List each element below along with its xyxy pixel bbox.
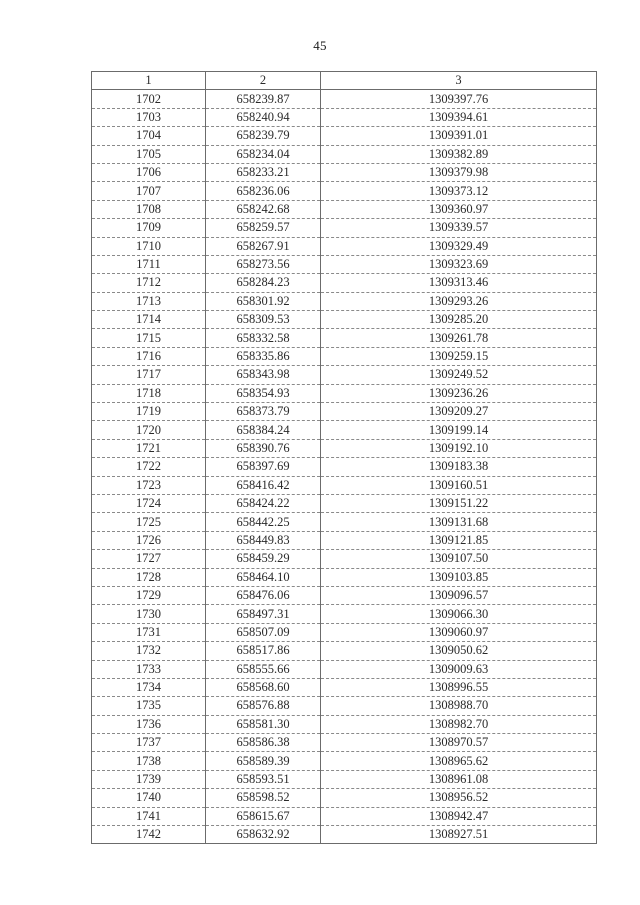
x-coordinate-cell: 658284.23	[206, 274, 321, 292]
table-row	[92, 274, 597, 292]
y-coordinate-cell: 1309391.01	[321, 127, 597, 145]
y-coordinate-cell: 1308996.55	[321, 678, 597, 696]
table-row	[92, 439, 597, 457]
y-coordinate-cell: 1309313.46	[321, 274, 597, 292]
table-row	[92, 384, 597, 402]
x-coordinate-cell: 658555.66	[206, 660, 321, 678]
table-row	[92, 715, 597, 733]
x-coordinate-cell: 658309.53	[206, 311, 321, 329]
point-number-cell: 1723	[92, 476, 206, 494]
y-coordinate-cell: 1309131.68	[321, 513, 597, 531]
x-coordinate-cell: 658234.04	[206, 145, 321, 163]
table-row	[92, 734, 597, 752]
table-row	[92, 219, 597, 237]
point-number-cell: 1739	[92, 770, 206, 788]
y-coordinate-cell: 1309323.69	[321, 255, 597, 273]
coordinates-table	[91, 71, 597, 844]
page-number: 45	[313, 38, 327, 53]
x-coordinate-cell: 658267.91	[206, 237, 321, 255]
point-number-cell: 1715	[92, 329, 206, 347]
y-coordinate-cell: 1309107.50	[321, 550, 597, 568]
y-coordinate-cell: 1309382.89	[321, 145, 597, 163]
y-coordinate-cell: 1309096.57	[321, 586, 597, 604]
y-coordinate-cell: 1308927.51	[321, 826, 597, 844]
y-coordinate-cell: 1308961.08	[321, 770, 597, 788]
x-coordinate-cell: 658568.60	[206, 678, 321, 696]
y-coordinate-cell: 1309209.27	[321, 403, 597, 421]
table-row	[92, 403, 597, 421]
table-row	[92, 311, 597, 329]
x-coordinate-cell: 658464.10	[206, 568, 321, 586]
point-number-cell: 1727	[92, 550, 206, 568]
y-coordinate-cell: 1309160.51	[321, 476, 597, 494]
y-coordinate-cell: 1308988.70	[321, 697, 597, 715]
point-number-cell: 1725	[92, 513, 206, 531]
x-coordinate-cell: 658335.86	[206, 347, 321, 365]
point-number-cell: 1721	[92, 439, 206, 457]
x-coordinate-cell: 658332.58	[206, 329, 321, 347]
y-coordinate-cell: 1309285.20	[321, 311, 597, 329]
x-coordinate-cell: 658632.92	[206, 826, 321, 844]
x-coordinate-cell: 658507.09	[206, 623, 321, 641]
table-row	[92, 255, 597, 273]
table-row	[92, 531, 597, 549]
point-number-cell: 1712	[92, 274, 206, 292]
x-coordinate-cell: 658576.88	[206, 697, 321, 715]
table-row	[92, 366, 597, 384]
x-coordinate-cell: 658517.86	[206, 642, 321, 660]
point-number-cell: 1742	[92, 826, 206, 844]
x-coordinate-cell: 658442.25	[206, 513, 321, 531]
table-row	[92, 237, 597, 255]
x-coordinate-cell: 658598.52	[206, 789, 321, 807]
table-row	[92, 421, 597, 439]
table-row	[92, 752, 597, 770]
y-coordinate-cell: 1309293.26	[321, 292, 597, 310]
y-coordinate-cell: 1309103.85	[321, 568, 597, 586]
x-coordinate-cell: 658397.69	[206, 458, 321, 476]
column-header-3: 3	[321, 72, 597, 90]
y-coordinate-cell: 1309329.49	[321, 237, 597, 255]
table-row	[92, 476, 597, 494]
y-coordinate-cell: 1309249.52	[321, 366, 597, 384]
point-number-cell: 1730	[92, 605, 206, 623]
point-number-cell: 1719	[92, 403, 206, 421]
x-coordinate-cell: 658273.56	[206, 255, 321, 273]
point-number-cell: 1735	[92, 697, 206, 715]
x-coordinate-cell: 658240.94	[206, 108, 321, 126]
y-coordinate-cell: 1308970.57	[321, 734, 597, 752]
table-row	[92, 770, 597, 788]
table-row	[92, 826, 597, 844]
point-number-cell: 1737	[92, 734, 206, 752]
x-coordinate-cell: 658581.30	[206, 715, 321, 733]
point-number-cell: 1706	[92, 163, 206, 181]
point-number-cell: 1720	[92, 421, 206, 439]
x-coordinate-cell: 658239.79	[206, 127, 321, 145]
y-coordinate-cell: 1309066.30	[321, 605, 597, 623]
x-coordinate-cell: 658301.92	[206, 292, 321, 310]
y-coordinate-cell: 1309151.22	[321, 494, 597, 512]
point-number-cell: 1728	[92, 568, 206, 586]
y-coordinate-cell: 1309394.61	[321, 108, 597, 126]
point-number-cell: 1734	[92, 678, 206, 696]
x-coordinate-cell: 658449.83	[206, 531, 321, 549]
x-coordinate-cell: 658476.06	[206, 586, 321, 604]
table-header	[92, 72, 597, 90]
table-row	[92, 458, 597, 476]
table-row	[92, 163, 597, 181]
point-number-cell: 1714	[92, 311, 206, 329]
x-coordinate-cell: 658459.29	[206, 550, 321, 568]
x-coordinate-cell: 658615.67	[206, 807, 321, 825]
x-coordinate-cell: 658390.76	[206, 439, 321, 457]
table-row	[92, 145, 597, 163]
point-number-cell: 1726	[92, 531, 206, 549]
table-row	[92, 182, 597, 200]
point-number-cell: 1713	[92, 292, 206, 310]
y-coordinate-cell: 1309121.85	[321, 531, 597, 549]
x-coordinate-cell: 658593.51	[206, 770, 321, 788]
y-coordinate-cell: 1309373.12	[321, 182, 597, 200]
column-header-2: 2	[206, 72, 321, 90]
y-coordinate-cell: 1309236.26	[321, 384, 597, 402]
table-row	[92, 513, 597, 531]
x-coordinate-cell: 658259.57	[206, 219, 321, 237]
point-number-cell: 1705	[92, 145, 206, 163]
x-coordinate-cell: 658233.21	[206, 163, 321, 181]
point-number-cell: 1702	[92, 90, 206, 108]
table-row	[92, 789, 597, 807]
point-number-cell: 1711	[92, 255, 206, 273]
x-coordinate-cell: 658236.06	[206, 182, 321, 200]
header-row	[92, 72, 597, 90]
y-coordinate-cell: 1308965.62	[321, 752, 597, 770]
y-coordinate-cell: 1309379.98	[321, 163, 597, 181]
table-row	[92, 586, 597, 604]
x-coordinate-cell: 658343.98	[206, 366, 321, 384]
y-coordinate-cell: 1309050.62	[321, 642, 597, 660]
y-coordinate-cell: 1308942.47	[321, 807, 597, 825]
table-body	[92, 90, 597, 844]
y-coordinate-cell: 1309259.15	[321, 347, 597, 365]
point-number-cell: 1724	[92, 494, 206, 512]
table-row	[92, 678, 597, 696]
y-coordinate-cell: 1309199.14	[321, 421, 597, 439]
x-coordinate-cell: 658239.87	[206, 90, 321, 108]
table-row	[92, 623, 597, 641]
y-coordinate-cell: 1309183.38	[321, 458, 597, 476]
point-number-cell: 1716	[92, 347, 206, 365]
point-number-cell: 1731	[92, 623, 206, 641]
point-number-cell: 1733	[92, 660, 206, 678]
column-header-1: 1	[92, 72, 206, 90]
y-coordinate-cell: 1309060.97	[321, 623, 597, 641]
y-coordinate-cell: 1309360.97	[321, 200, 597, 218]
point-number-cell: 1707	[92, 182, 206, 200]
point-number-cell: 1722	[92, 458, 206, 476]
y-coordinate-cell: 1309339.57	[321, 219, 597, 237]
x-coordinate-cell: 658424.22	[206, 494, 321, 512]
y-coordinate-cell: 1308956.52	[321, 789, 597, 807]
point-number-cell: 1704	[92, 127, 206, 145]
table-row	[92, 200, 597, 218]
table-row	[92, 292, 597, 310]
point-number-cell: 1736	[92, 715, 206, 733]
table-row	[92, 642, 597, 660]
table-row	[92, 568, 597, 586]
table-row	[92, 329, 597, 347]
table-row	[92, 697, 597, 715]
table-row	[92, 807, 597, 825]
y-coordinate-cell: 1309009.63	[321, 660, 597, 678]
x-coordinate-cell: 658242.68	[206, 200, 321, 218]
y-coordinate-cell: 1309192.10	[321, 439, 597, 457]
point-number-cell: 1741	[92, 807, 206, 825]
point-number-cell: 1729	[92, 586, 206, 604]
point-number-cell: 1740	[92, 789, 206, 807]
point-number-cell: 1710	[92, 237, 206, 255]
table-row	[92, 550, 597, 568]
point-number-cell: 1703	[92, 108, 206, 126]
x-coordinate-cell: 658586.38	[206, 734, 321, 752]
x-coordinate-cell: 658416.42	[206, 476, 321, 494]
y-coordinate-cell: 1308982.70	[321, 715, 597, 733]
y-coordinate-cell: 1309261.78	[321, 329, 597, 347]
table-row	[92, 90, 597, 108]
x-coordinate-cell: 658497.31	[206, 605, 321, 623]
point-number-cell: 1738	[92, 752, 206, 770]
x-coordinate-cell: 658384.24	[206, 421, 321, 439]
point-number-cell: 1732	[92, 642, 206, 660]
table-row	[92, 494, 597, 512]
table-row	[92, 605, 597, 623]
point-number-cell: 1718	[92, 384, 206, 402]
point-number-cell: 1709	[92, 219, 206, 237]
table-row	[92, 127, 597, 145]
table-row	[92, 108, 597, 126]
table-row	[92, 347, 597, 365]
y-coordinate-cell: 1309397.76	[321, 90, 597, 108]
x-coordinate-cell: 658373.79	[206, 403, 321, 421]
x-coordinate-cell: 658589.39	[206, 752, 321, 770]
table-row	[92, 660, 597, 678]
point-number-cell: 1717	[92, 366, 206, 384]
x-coordinate-cell: 658354.93	[206, 384, 321, 402]
point-number-cell: 1708	[92, 200, 206, 218]
